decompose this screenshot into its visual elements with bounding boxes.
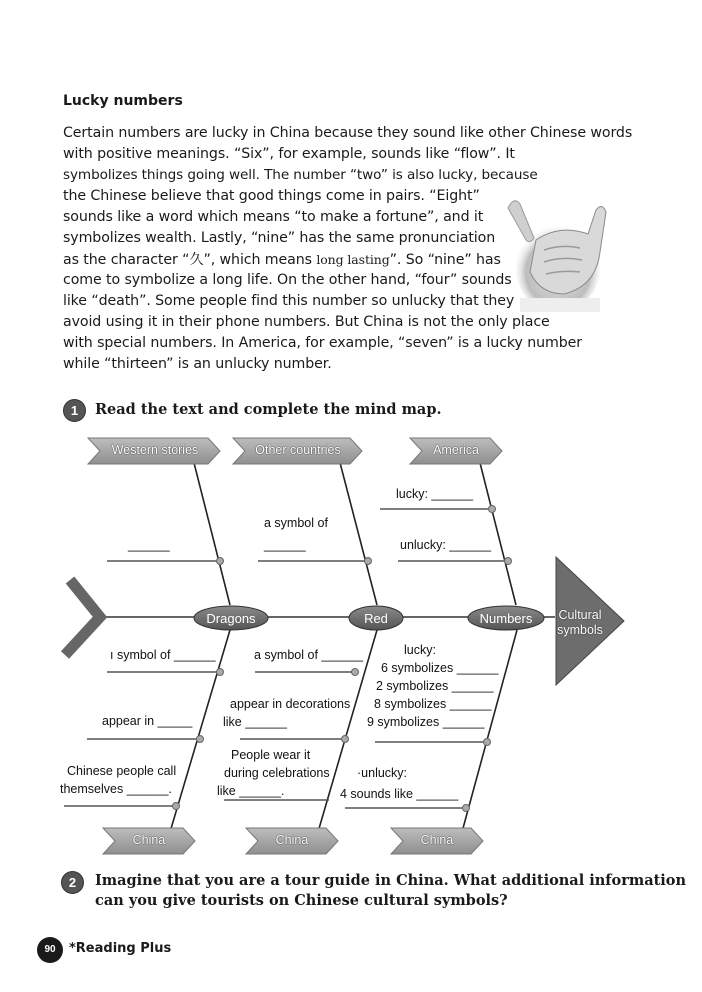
other-countries-blank: ______ (264, 538, 306, 552)
head-text (550, 608, 610, 638)
paragraph-line-7a: as the character “久”, which means (63, 252, 317, 268)
head-text-line-1: Cultural (558, 608, 602, 622)
dragons-symbol-label: ı symbol of ______ (110, 648, 216, 662)
section-title: Lucky numbers (63, 93, 183, 109)
paragraph-line-2: with positive meanings. “Six”, for example, sounds like “flow”. It (63, 146, 515, 162)
red-wear-label-1: People wear it (231, 748, 311, 762)
fish-tail (65, 580, 100, 655)
red-symbol-label: a symbol of ______ (254, 648, 364, 662)
western-stories-blank: ______ (128, 538, 170, 552)
paragraph-line-10: avoid using it in their phone numbers. But China is not the only place (63, 314, 550, 330)
question-1-text: Read the text and complete the mind map. (95, 401, 442, 418)
dragons-appear-label: appear in _____ (102, 714, 193, 728)
dragons-people-label-1: Chinese people call (67, 764, 177, 778)
banner-bottom-1-text: China (132, 833, 166, 847)
paragraph-line-11: with special numbers. In America, for example, “seven” is a lucky number (63, 335, 582, 351)
numbers-eight-label: 8 symbolizes ______ (374, 697, 492, 711)
question-2-line-1: Imagine that you are a tour guide in China. What additional information (95, 872, 687, 889)
oval-numbers-text: Numbers (479, 611, 533, 626)
paragraph-line-5: sounds like a word which means “to make a fortune”, and it (63, 209, 484, 225)
numbers-unlucky-label: ·unlucky: (357, 766, 408, 780)
paragraph-line-3: symbolizes things going well. The number “two” is also lucky, because (63, 167, 538, 183)
paragraph-line-6: symbolizes wealth. Lastly, “nine” has the same pronunciation (63, 230, 496, 246)
paragraph-line-4: the Chinese believe that good things come in pairs. “Eight” (63, 188, 480, 204)
paragraph-line-7c: ”. So “nine” has (389, 252, 501, 268)
banner-top-3-text: America (433, 443, 479, 457)
america-lucky-label: lucky: ______ (396, 487, 474, 501)
paragraph-line-9: like “death”. Some people find this number so unlucky that they (63, 293, 515, 309)
red-wear-label-2: during celebrations (224, 766, 330, 780)
oval-red-text: Red (364, 611, 388, 626)
head-text-line-2: symbols (557, 623, 603, 637)
numbers-four-label: 4 sounds like ______ (340, 787, 459, 801)
banner-bottom-2-text: China (275, 833, 309, 847)
red-wear-label-3: like ______. (217, 784, 285, 798)
numbers-two-label: 2 symbolizes ______ (376, 679, 494, 693)
page-number-badge: 90 (37, 937, 63, 963)
dragons-people-label-2: themselves ______. (60, 782, 172, 796)
numbers-nine-label: 9 symbolizes ______ (367, 715, 485, 729)
paragraph-line-12: while “thirteen” is an unlucky number. (63, 356, 332, 372)
book-title: *Reading Plus (69, 941, 172, 956)
question-2-line-2: can you give tourists on Chinese cultural symbols? (95, 892, 508, 909)
red-decorations-label-1: appear in decorations (230, 697, 351, 711)
numbers-lucky-label: lucky: (404, 643, 436, 657)
red-decorations-label-2: like ______ (223, 715, 287, 729)
banner-top-2-text: Other countries (255, 443, 341, 457)
question-1-badge: 1 (63, 399, 86, 422)
bone-top-1 (192, 455, 230, 605)
paragraph-line-7b: long lasting (316, 252, 390, 267)
oval-dragons-text: Dragons (206, 611, 256, 626)
america-unlucky-label: unlucky: ______ (400, 538, 492, 552)
other-countries-symbol-label: a symbol of (264, 516, 328, 530)
bone-top-2 (338, 455, 377, 605)
paragraph-line-1: Certain numbers are lucky in China because they sound like other Chinese words (63, 125, 633, 141)
banner-bottom-3-text: China (420, 833, 454, 847)
banner-top-1-text: Western stories (111, 443, 199, 457)
paragraph-line-8: come to symbolize a long life. On the other hand, “four” sounds (63, 272, 512, 288)
numbers-six-label: 6 symbolizes ______ (381, 661, 499, 675)
bone-top-3 (478, 455, 516, 605)
question-2-badge: 2 (61, 871, 84, 894)
